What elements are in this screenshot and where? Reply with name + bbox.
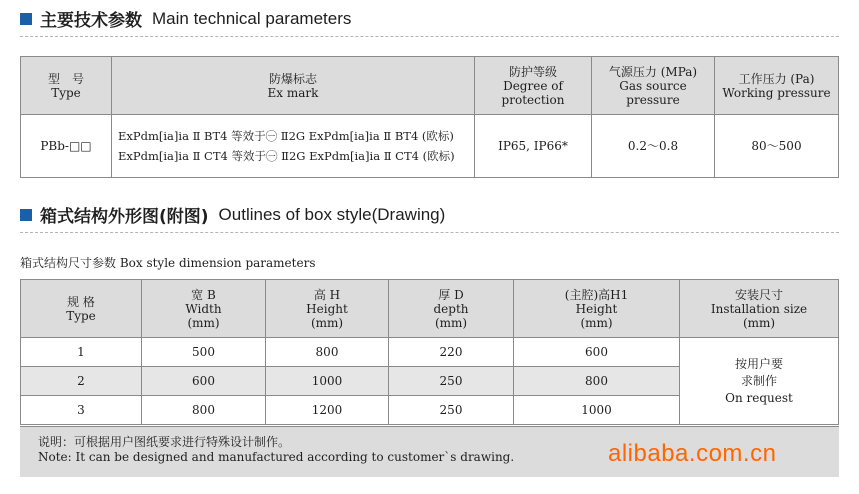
cell-type: 2 — [21, 367, 142, 396]
header-text: 型 号 — [47, 71, 84, 86]
section-bullet-icon — [20, 13, 32, 25]
header-text: (主腔)高H1 — [564, 287, 629, 302]
cell-width: 500 — [142, 338, 266, 367]
section-divider — [20, 232, 839, 233]
header-text: Type — [66, 308, 96, 323]
header-text: 工作压力 (Pa) — [738, 71, 815, 86]
cell-type: PBb-□□ — [21, 115, 112, 178]
header-main-cavity-height — [514, 280, 680, 338]
cell-installation-size — [680, 338, 839, 425]
header-text: (mm) — [580, 315, 613, 330]
cell-working-pressure: 80～500 — [715, 115, 839, 178]
header-text: 规 格 — [67, 294, 95, 309]
cell-height: 1000 — [266, 367, 389, 396]
header-text: Installation size — [710, 301, 808, 316]
header-gas-pressure — [592, 57, 715, 115]
header-type — [21, 57, 112, 115]
cell-ex-mark — [112, 115, 475, 178]
header-height — [266, 280, 389, 338]
install-text-en: On request — [725, 390, 793, 405]
header-text: Degree of — [503, 78, 563, 93]
header-text: Working pressure — [722, 85, 831, 100]
dimension-table-caption: 箱式结构尺寸参数 Box style dimension parameters — [20, 256, 316, 270]
cell-width: 600 — [142, 367, 266, 396]
cell-h1: 1000 — [514, 396, 680, 425]
header-text: Ex mark — [267, 85, 319, 100]
watermark-logo: alibaba.com.cn — [608, 440, 777, 467]
section-title-zh: 箱式结构外形图(附图) — [40, 207, 209, 227]
header-ex-mark — [112, 57, 475, 115]
header-text: Type — [51, 85, 81, 100]
ex-mark-line: ExPdm[ia]ia Ⅱ CT4 等效于㊀ Ⅱ2G ExPdm[ia]ia Ⅱ CT4 (欧标) — [118, 149, 455, 163]
cell-h1: 800 — [514, 367, 680, 396]
section-title-en: Outlines of box style(Drawing) — [218, 204, 446, 224]
cell-depth: 250 — [389, 396, 514, 425]
header-text: Width — [185, 301, 222, 316]
cell-type: 3 — [21, 396, 142, 425]
cell-h1: 600 — [514, 338, 680, 367]
cell-width: 800 — [142, 396, 266, 425]
header-text: (mm) — [310, 315, 344, 330]
section-heading-main-parameters — [20, 6, 351, 31]
header-text: Gas source pressure — [619, 78, 687, 107]
header-text: (mm) — [187, 315, 220, 330]
header-text: 防护等级 — [508, 64, 557, 79]
header-working-pressure — [715, 57, 839, 115]
header-text: Height — [306, 301, 348, 316]
note-text-zh: 说明：可根据用户图纸要求进行特殊设计制作。 — [38, 435, 291, 449]
note-text-en: Note: It can be designed and manufactured according to customer`s drawing. — [38, 450, 515, 464]
table-header-row — [21, 57, 839, 115]
cell-protection: IP65, IP66* — [475, 115, 592, 178]
ex-mark-line: ExPdm[ia]ia Ⅱ BT4 等效于㊀ Ⅱ2G ExPdm[ia]ia Ⅱ BT4 (欧标) — [118, 129, 454, 143]
header-text: (mm) — [434, 315, 468, 330]
header-text: protection — [501, 92, 565, 107]
header-text: 防爆标志 — [268, 71, 317, 86]
section-heading-box-outlines — [20, 202, 445, 227]
cell-height: 1200 — [266, 396, 389, 425]
box-dimension-table — [20, 279, 839, 425]
header-type — [21, 280, 142, 338]
header-text: Height — [575, 301, 618, 316]
install-text-zh: 按用户要 — [734, 356, 783, 371]
header-text: (mm) — [742, 315, 776, 330]
section-divider — [20, 36, 839, 37]
header-text: 宽 B — [191, 287, 216, 302]
header-width — [142, 280, 266, 338]
header-text: 高 H — [313, 287, 341, 302]
header-text: 厚 D — [438, 287, 464, 302]
cell-depth: 220 — [389, 338, 514, 367]
table-header-row — [21, 280, 839, 338]
cell-depth: 250 — [389, 367, 514, 396]
header-text: 气源压力 (MPa) — [608, 64, 698, 79]
cell-type: 1 — [21, 338, 142, 367]
header-installation-size — [680, 280, 839, 338]
section-title-en: Main technical parameters — [152, 8, 352, 28]
table-row — [21, 115, 839, 178]
header-depth — [389, 280, 514, 338]
table-row — [21, 338, 839, 367]
section-title-zh: 主要技术参数 — [40, 11, 142, 31]
header-text: 安装尺寸 — [734, 287, 783, 302]
install-text-zh: 求制作 — [740, 373, 777, 388]
technical-parameters-table — [20, 56, 839, 178]
cell-gas-pressure: 0.2～0.8 — [592, 115, 715, 178]
cell-height: 800 — [266, 338, 389, 367]
section-bullet-icon — [20, 209, 32, 221]
header-text: depth — [433, 301, 469, 316]
header-protection — [475, 57, 592, 115]
